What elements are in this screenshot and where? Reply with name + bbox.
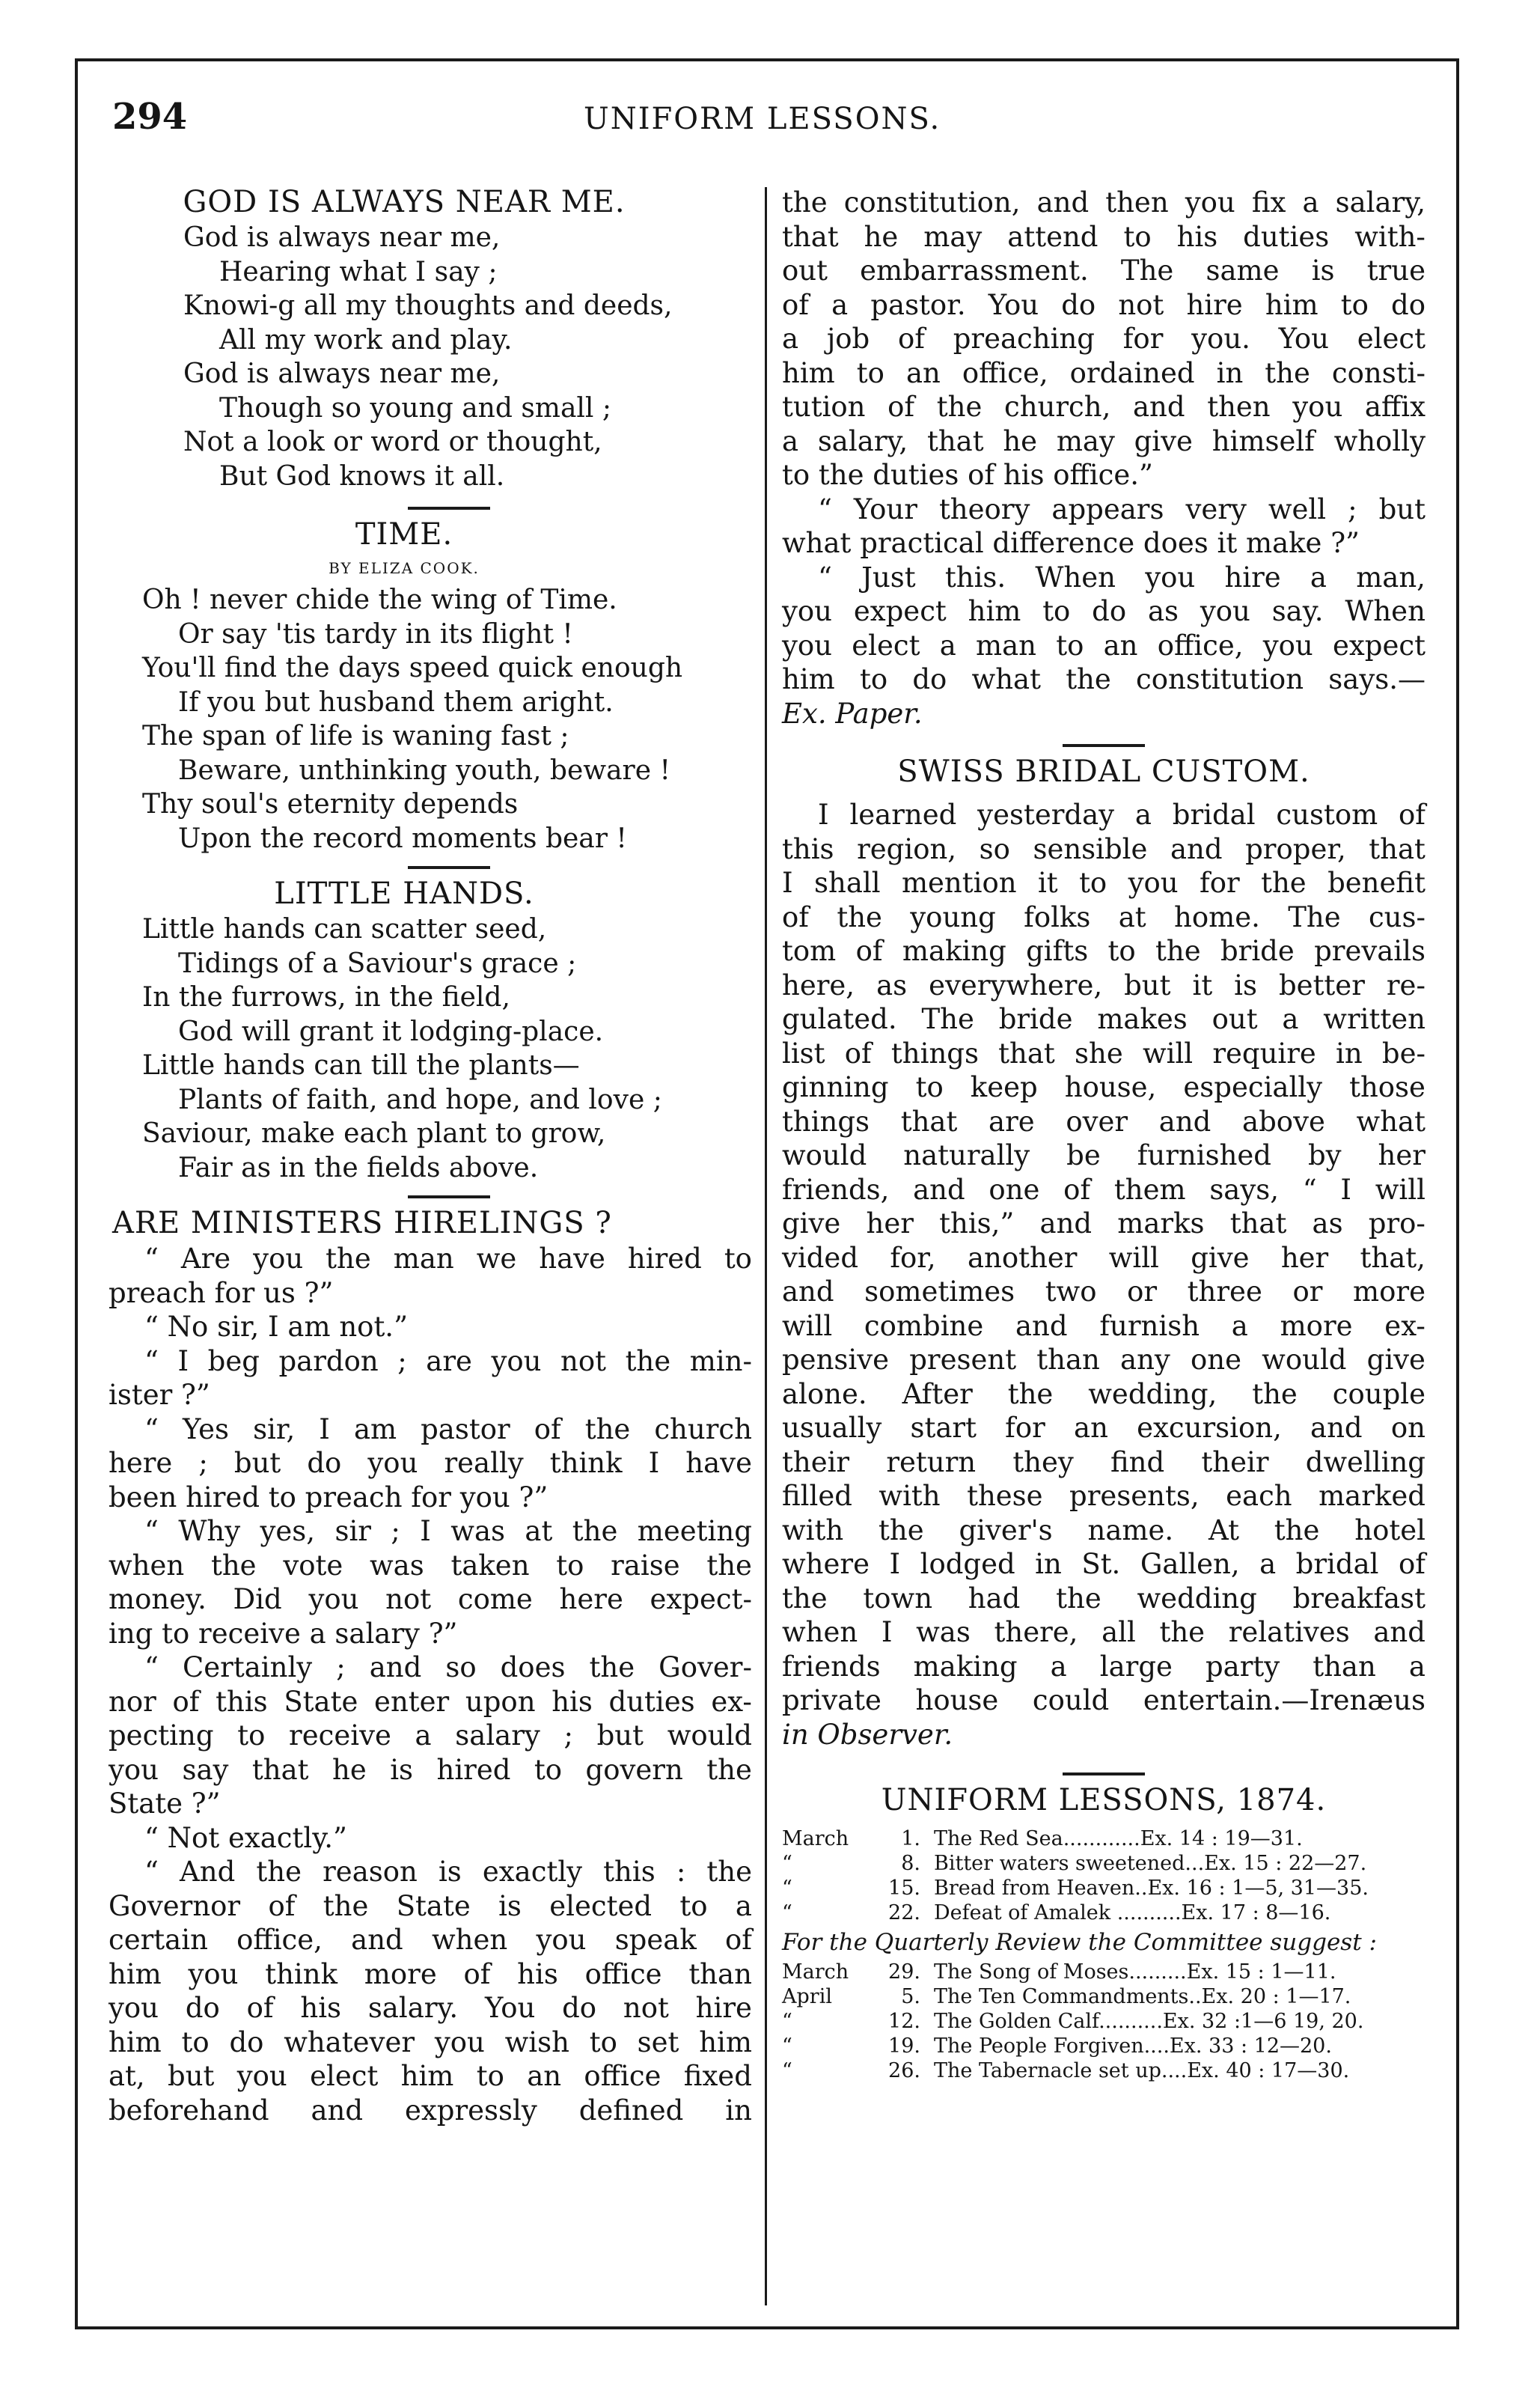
- text-line: beforehand and expressly defined in: [109, 2094, 752, 2127]
- text-line: ginning to keep house, especially those: [782, 1071, 1426, 1103]
- text-line: here, as everywhere, but it is better re-: [782, 969, 1426, 1002]
- text-line: of the young folks at home. The cus-: [782, 900, 1426, 933]
- poem-god-always-near: [142, 221, 756, 493]
- text-line: tution of the church, and then you affix: [782, 391, 1426, 423]
- poem-title: LITTLE HANDS.: [274, 877, 534, 911]
- text-line: when the vote was taken to raise the: [109, 1549, 752, 1582]
- poem-line: If you but husband them aright.: [178, 686, 614, 718]
- poem-time: [142, 583, 756, 856]
- section-rule: [408, 507, 490, 510]
- poem-byline: BY ELIZA COOK.: [329, 559, 480, 577]
- text-line: you expect him to do as you say. When: [782, 595, 1426, 627]
- lesson-text: Defeat of Amalek ..........Ex. 17 : 8—16.: [934, 1901, 1331, 1924]
- section-rule: [1063, 1772, 1145, 1775]
- section-rule: [408, 1195, 490, 1198]
- poem-line: Knowi-g all my thoughts and deeds,: [183, 290, 673, 321]
- poem-line: In the furrows, in the field,: [142, 982, 510, 1013]
- text-line: with the giver's name. At the hotel: [782, 1514, 1426, 1546]
- text-line: you say that he is hired to govern the: [109, 1753, 752, 1786]
- poem-line: God is always near me,: [183, 222, 501, 253]
- lesson-month: “: [782, 1901, 792, 1924]
- poem-line: Fair as in the fields above.: [178, 1152, 539, 1183]
- poem-line: God is always near me,: [183, 359, 501, 389]
- text-line: him you think more of his office than: [109, 1957, 752, 1990]
- article-title: SWISS BRIDAL CUSTOM.: [897, 755, 1310, 789]
- text-line: and sometimes two or three or more: [782, 1275, 1426, 1308]
- text-line: the constitution, and then you fix a salary,: [782, 186, 1426, 219]
- bottom-rule: [75, 2326, 1459, 2329]
- text-line: “ Yes sir, I am pastor of the church: [144, 1412, 752, 1445]
- text-line: money. Did you not come here expect-: [109, 1583, 752, 1615]
- text-line: “ Why yes, sir ; I was at the meeting: [144, 1515, 752, 1547]
- text-line: certain office, and when you speak of: [109, 1924, 752, 1956]
- text-line: I shall mention it to you for the benefit: [782, 867, 1426, 899]
- poem-line: Though so young and small ;: [219, 392, 612, 424]
- text-line: will combine and furnish a more ex-: [782, 1309, 1426, 1342]
- lesson-month: “: [782, 2059, 792, 2082]
- text-line: here ; but do you really think I have: [109, 1447, 752, 1479]
- lesson-row: [782, 2058, 1426, 2083]
- text-line: “ I beg pardon ; are you not the min-: [144, 1344, 752, 1377]
- article-hirelings: [109, 1242, 752, 2127]
- text-line: friends making a large party than a: [782, 1650, 1426, 1683]
- poem-line: Little hands can till the plants—: [142, 1050, 580, 1081]
- top-rule: [75, 58, 1459, 61]
- poem-line: Saviour, make each plant to grow,: [142, 1118, 606, 1149]
- lesson-row: [782, 1984, 1426, 2009]
- text-line: him to an office, ordained in the consti-: [782, 356, 1426, 389]
- column-divider: [765, 187, 767, 2305]
- lesson-row: [782, 1876, 1426, 1900]
- poem-line: Tidings of a Saviour's grace ;: [178, 948, 577, 979]
- text-line: where I lodged in St. Gallen, a bridal of: [782, 1548, 1426, 1580]
- text-line: Ex. Paper.: [782, 697, 923, 730]
- poem-line: Oh ! never chide the wing of Time.: [142, 585, 617, 615]
- poem-title: TIME.: [355, 517, 453, 552]
- text-line: filled with these presents, each marked: [782, 1480, 1426, 1512]
- text-line: him to do whatever you wish to set him: [109, 2025, 752, 2058]
- lesson-row: [782, 1826, 1426, 1851]
- text-line: him to do what the constitution says.—: [782, 663, 1426, 695]
- poem-line: God will grant it lodging-place.: [178, 1016, 604, 1047]
- lesson-month: “: [782, 2034, 792, 2058]
- lessons-schedule-march: [782, 1826, 1426, 1925]
- text-line: ing to receive a salary ?”: [109, 1617, 458, 1650]
- text-line: tom of making gifts to the bride prevails: [782, 935, 1426, 967]
- lesson-month: April: [782, 1985, 832, 2008]
- text-line: “ Certainly ; and so does the Gover-: [144, 1651, 752, 1683]
- text-line: “ Your theory appears very well ; but: [818, 493, 1426, 525]
- lesson-text: The Golden Calf..........Ex. 32 :1—6 19, 20.: [934, 2010, 1364, 2033]
- text-line: pecting to receive a salary ; but would: [109, 1719, 752, 1752]
- lesson-day: 19.: [888, 2034, 920, 2058]
- text-line: Governor of the State is elected to a: [109, 1889, 752, 1922]
- lesson-day: 1.: [901, 1827, 920, 1850]
- text-line: when I was there, all the relatives and: [782, 1616, 1426, 1648]
- poem-line: Plants of faith, and hope, and love ;: [178, 1084, 662, 1115]
- lesson-month: “: [782, 1852, 792, 1875]
- text-line: of a pastor. You do not hire him to do: [782, 288, 1426, 321]
- text-line: nor of this State enter upon his duties ex-: [109, 1685, 752, 1718]
- lesson-row: [782, 1851, 1426, 1876]
- poem-line: But God knows it all.: [219, 460, 505, 492]
- text-line: give her this,” and marks that as pro-: [782, 1207, 1426, 1240]
- text-line: a job of preaching for you. You elect: [782, 323, 1426, 355]
- lessons-schedule-review: [782, 1960, 1426, 2083]
- lesson-day: 29.: [888, 1960, 920, 1984]
- lesson-row: [782, 2009, 1426, 2034]
- running-title: UNIFORM LESSONS.: [584, 102, 941, 136]
- text-line: this region, so sensible and proper, that: [782, 832, 1426, 865]
- text-line: you elect a man to an office, you expect: [782, 629, 1426, 662]
- text-line: pensive present than any one would give: [782, 1344, 1426, 1376]
- lesson-month: March: [782, 1827, 849, 1850]
- lesson-row: [782, 2034, 1426, 2058]
- text-line: I learned yesterday a bridal custom of: [818, 799, 1426, 831]
- poem-line: Or say 'tis tardy in its flight !: [178, 618, 573, 650]
- lesson-month: “: [782, 2010, 792, 2033]
- text-line: friends, and one of them says, “ I will: [782, 1173, 1426, 1206]
- text-line: been hired to preach for you ?”: [109, 1481, 549, 1514]
- lesson-text: The People Forgiven....Ex. 33 : 12—20.: [934, 2034, 1332, 2058]
- text-line: a salary, that he may give himself wholly: [782, 424, 1426, 457]
- poem-line: The span of life is waning fast ;: [142, 721, 569, 752]
- text-line: gulated. The bride makes out a written: [782, 1003, 1426, 1035]
- poem-line: Upon the record moments bear !: [178, 823, 627, 854]
- poem-line: You'll find the days speed quick enough: [142, 653, 683, 683]
- lesson-day: 15.: [888, 1877, 920, 1900]
- lesson-text: The Tabernacle set up....Ex. 40 : 17—30.: [934, 2059, 1350, 2082]
- text-line: “ Are you the man we have hired to: [144, 1243, 752, 1275]
- poem-line: Thy soul's eternity depends: [142, 789, 519, 820]
- text-line: ister ?”: [109, 1379, 210, 1411]
- section-rule: [408, 866, 490, 869]
- text-line: what practical difference does it make ?”: [782, 527, 1360, 559]
- left-rule: [75, 58, 78, 2329]
- text-line: list of things that she will require in be-: [782, 1037, 1426, 1070]
- text-line: “ Not exactly.”: [144, 1821, 347, 1854]
- text-line: private house could entertain.—Irenæus: [782, 1684, 1426, 1716]
- lesson-text: Bread from Heaven..Ex. 16 : 1—5, 31—35.: [934, 1877, 1369, 1900]
- page-number: 294: [112, 96, 188, 138]
- text-line: at, but you elect him to an office fixed: [109, 2060, 752, 2092]
- lesson-text: The Ten Commandments..Ex. 20 : 1—17.: [934, 1985, 1351, 2008]
- review-note: For the Quarterly Review the Committee suggest :: [782, 1929, 1377, 1956]
- lesson-text: The Red Sea............Ex. 14 : 19—31.: [934, 1827, 1303, 1850]
- text-line: would naturally be furnished by her: [782, 1139, 1426, 1171]
- text-line: out embarrassment. The same is true: [782, 254, 1426, 287]
- lesson-row: [782, 1960, 1426, 1984]
- text-line: you do of his salary. You do not hire: [109, 1992, 752, 2024]
- article-swiss-bridal: [782, 798, 1426, 1752]
- poem-line: Little hands can scatter seed,: [142, 914, 547, 945]
- lesson-day: 5.: [901, 1985, 920, 2008]
- right-column: [782, 186, 1426, 2083]
- right-rule: [1456, 58, 1459, 2329]
- lessons-title: UNIFORM LESSONS, 1874.: [881, 1783, 1327, 1817]
- lesson-text: Bitter waters sweetened...Ex. 15 : 22—27.: [934, 1852, 1367, 1875]
- text-line: “ Just this. When you hire a man,: [818, 561, 1426, 594]
- lesson-day: 22.: [888, 1901, 920, 1924]
- article-title: ARE MINISTERS HIRELINGS ?: [112, 1206, 612, 1240]
- poem-line: Hearing what I say ;: [219, 256, 498, 287]
- article-hirelings-continued: [782, 186, 1426, 731]
- lesson-month: March: [782, 1960, 849, 1984]
- text-line: their return they find their dwelling: [782, 1445, 1426, 1478]
- lesson-month: “: [782, 1877, 792, 1900]
- poem-line: Not a look or word or thought,: [183, 427, 602, 457]
- section-rule: [1063, 744, 1145, 747]
- text-line: the town had the wedding breakfast: [782, 1582, 1426, 1615]
- text-line: preach for us ?”: [109, 1276, 334, 1309]
- poem-little-hands: [142, 912, 756, 1185]
- lesson-text: The Song of Moses.........Ex. 15 : 1—11.: [934, 1960, 1336, 1984]
- text-line: to the duties of his office.”: [782, 459, 1153, 491]
- text-line: that he may attend to his duties with-: [782, 220, 1426, 253]
- lesson-day: 8.: [901, 1852, 920, 1875]
- text-line: State ?”: [109, 1787, 221, 1820]
- text-line: in Observer.: [782, 1718, 953, 1751]
- poem-line: Beware, unthinking youth, beware !: [178, 755, 670, 786]
- lesson-day: 12.: [888, 2010, 920, 2033]
- text-line: alone. After the wedding, the couple: [782, 1377, 1426, 1410]
- left-column: [109, 183, 756, 2127]
- text-line: things that are over and above what: [782, 1105, 1426, 1138]
- text-line: “ And the reason is exactly this : the: [144, 1856, 752, 1888]
- lesson-row: [782, 1900, 1426, 1925]
- lesson-day: 26.: [888, 2059, 920, 2082]
- text-line: vided for, another will give her that,: [782, 1241, 1426, 1274]
- poem-line: All my work and play.: [219, 324, 513, 356]
- text-line: usually start for an excursion, and on: [782, 1412, 1426, 1444]
- text-line: “ No sir, I am not.”: [144, 1311, 408, 1343]
- poem-title: GOD IS ALWAYS NEAR ME.: [183, 185, 626, 219]
